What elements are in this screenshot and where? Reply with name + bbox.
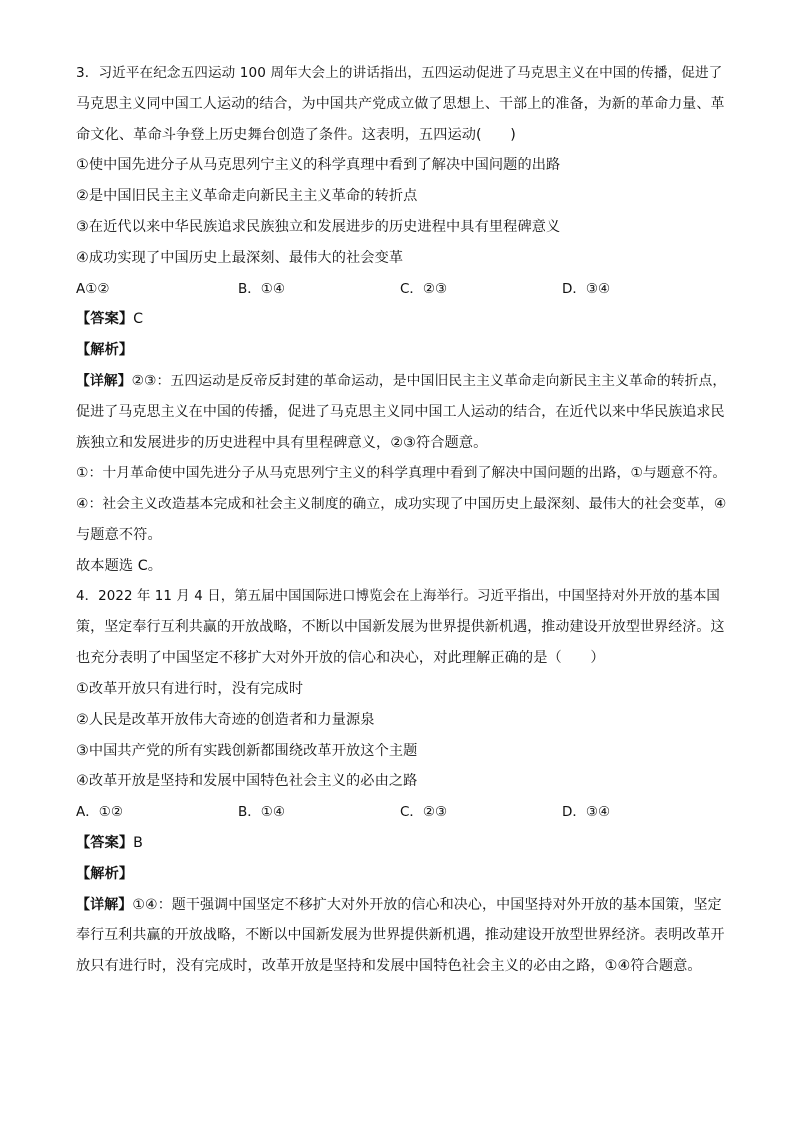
q3-statement-1: ①使中国先进分子从马克思列宁主义的科学真理中看到了解决中国问题的出路 xyxy=(76,157,561,174)
q3-statement-3: ③在近代以来中华民族追求民族独立和发展进步的历史进程中具有里程碑意义 xyxy=(76,218,561,235)
q3-statement-4: ④成功实现了中国历史上最深刻、最伟大的社会变革 xyxy=(76,249,404,266)
q4-option-a: A．①② xyxy=(76,804,123,821)
q4-stem-line-3: 也充分表明了中国坚定不移扩大对外开放的信心和决心，对此理解正确的是（ ） xyxy=(76,650,605,667)
q3-option-a: A①② xyxy=(76,280,110,297)
q3-answer-label: 【答案】 xyxy=(76,311,134,328)
q4-stem-line-1: 4．2022 年 11 月 4 日，第五届中国国际进口博览会在上海举行。习近平指出，中国坚持对外开放的基本国 xyxy=(76,588,720,604)
q3-detail-line-1 xyxy=(76,366,727,397)
q3-detail-line-6: 与题意不符。 xyxy=(76,526,162,543)
q4-option-c: C．②③ xyxy=(400,804,448,821)
q4-analysis-label: 【解析】 xyxy=(76,865,134,882)
q4-detail-label: 【详解】 xyxy=(76,896,133,913)
q4-answer-value: B xyxy=(133,834,143,851)
q3-detail-label: 【详解】 xyxy=(76,372,132,389)
q3-detail-text-1: ②③：五四运动是反帝反封建的革命运动，是中国旧民主主义革命走向新民主主义革命的转折点， xyxy=(131,372,727,389)
q3-answer xyxy=(76,304,724,335)
q3-detail-line-3: 族独立和发展进步的历史进程中具有里程碑意义，②③符合题意。 xyxy=(76,434,488,451)
q4-stem-line-2: 策，坚定奉行互利共赢的开放战略，不断以中国新发展为世界提供新机遇，推动建设开放型世界经济。这 xyxy=(76,619,725,636)
q4-analysis xyxy=(76,859,724,890)
q4-detail-line-3: 放只有进行时，没有完成时，改革开放是坚持和发展中国特色社会主义的必由之路，①④符合题意。 xyxy=(76,958,702,975)
q3-detail-line-5: ④：社会主义改造基本完成和社会主义制度的确立，成功实现了中国历史上最深刻、最伟大的社会变革，④ xyxy=(76,496,727,513)
q4-statement-4: ④改革开放是坚持和发展中国特色社会主义的必由之路 xyxy=(76,773,418,790)
q3-answer-value: C xyxy=(133,311,144,328)
q4-statement-2: ②人民是改革开放伟大奇迹的创造者和力量源泉 xyxy=(76,711,375,728)
document-page xyxy=(76,58,727,982)
q3-stem-line-3: 命文化、革命斗争登上历史舞台创造了条件。这表明，五四运动( ) xyxy=(76,126,516,143)
q4-answer xyxy=(76,828,724,859)
question-3 xyxy=(76,58,727,582)
q3-analysis-label: 【解析】 xyxy=(76,342,134,359)
q3-option-d: D．③④ xyxy=(562,280,611,297)
q3-option-c: C．②③ xyxy=(400,280,448,297)
q4-options xyxy=(76,797,724,828)
q3-detail-line-4: ①：十月革命使中国先进分子从马克思列宁主义的科学真理中看到了解决中国问题的出路，①与题意不符。 xyxy=(76,465,727,482)
q3-detail-line-7: 故本题选 C。 xyxy=(76,557,163,574)
q3-statement-2: ②是中国旧民主主义革命走向新民主主义革命的转折点 xyxy=(76,188,418,205)
q3-detail-line-2: 促进了马克思主义在中国的传播，促进了马克思主义同中国工人运动的结合，在近代以来中华民族追求民 xyxy=(76,403,725,420)
q3-analysis xyxy=(76,335,724,366)
q3-stem-line-1: 3．习近平在纪念五四运动 100 周年大会上的讲话指出，五四运动促进了马克思主义在中国的传播，促进了 xyxy=(76,65,723,81)
q4-option-d: D．③④ xyxy=(562,804,611,821)
q3-option-b: B．①④ xyxy=(238,280,285,297)
q4-option-b: B．①④ xyxy=(238,804,285,821)
q4-detail-text-1: ①④：题干强调中国坚定不移扩大对外开放的信心和决心，中国坚持对外开放的基本国策，坚定 xyxy=(132,896,722,913)
q4-answer-label: 【答案】 xyxy=(76,834,134,851)
q4-detail-line-2: 奉行互利共赢的开放战略，不断以中国新发展为世界提供新机遇，推动建设开放型世界经济。表明改革开 xyxy=(76,927,725,944)
q3-options xyxy=(76,274,724,305)
question-4 xyxy=(76,582,724,982)
q4-statement-1: ①改革开放只有进行时，没有完成时 xyxy=(76,680,304,697)
q4-statement-3: ③中国共产党的所有实践创新都围绕改革开放这个主题 xyxy=(76,742,418,759)
q3-stem-line-2: 马克思主义同中国工人运动的结合，为中国共产党成立做了思想上、干部上的准备，为新的革命力量、革 xyxy=(76,95,725,112)
q4-detail-line-1 xyxy=(76,890,724,921)
